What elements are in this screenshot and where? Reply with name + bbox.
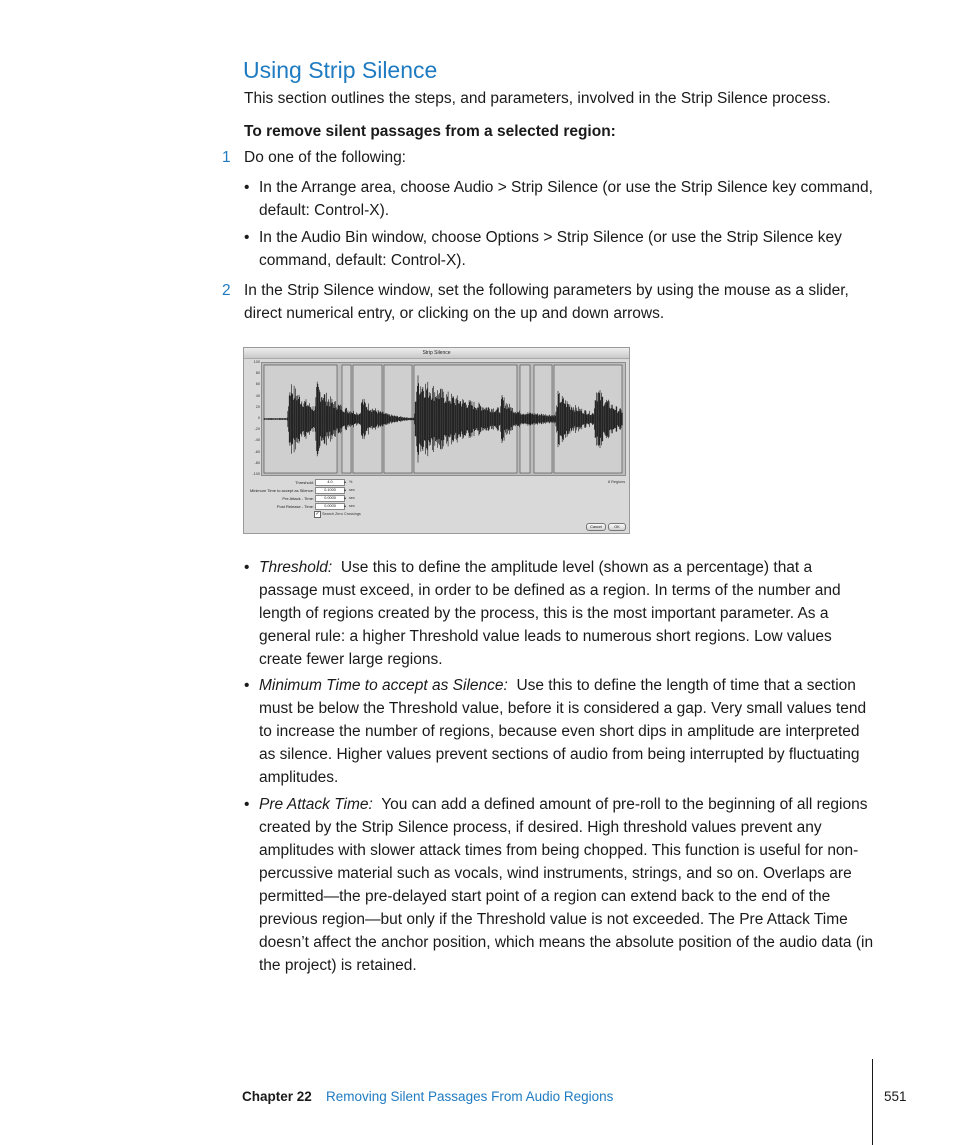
min-time-unit: sec (349, 488, 355, 492)
list-item-text: In the Audio Bin window, choose Options > Strip Silence (or use the Strip Silence key command, default: Control-X). (259, 229, 842, 269)
bullet-glyph: • (244, 796, 250, 813)
term: Pre Attack Time: (259, 796, 373, 813)
cancel-button[interactable]: Cancel (586, 523, 606, 531)
y-axis-tick-label: 100 (253, 360, 260, 364)
window-title: Strip Silence (422, 350, 451, 356)
ok-button[interactable]: OK (608, 523, 626, 531)
description: Use this to define the length of time that a section must be below the Threshold value, before it is considered a gap. Very small values tend to increase the number of regions, because even short dips in amplitude are interpreted as silence. Higher values prevent sections of audio from being interrupted by fluctuating amplitudes. (259, 677, 867, 786)
term: Threshold: (259, 559, 333, 576)
description: You can add a defined amount of pre-roll to the beginning of all regions created by the Strip Silence process, if desired. High threshold values prevent any amplitudes with slower attack times from being chopped. This function is useful for non-percussive material such as vocals, wind instruments, strings, and so on. Overlaps are permitted—the pre-delayed start point of a region can extend back to the end of the previous region—but only if the Threshold value is not exceeded. The Pre Attack Time doesn’t affect the anchor position, which means the absolute position of the audio data (in the project) is retained. (259, 796, 874, 974)
list-item-text (259, 674, 874, 789)
footer-divider (872, 1059, 873, 1145)
min-time-label: Minimum Time to accept as Silence: (249, 488, 314, 493)
post-release-unit: sec (349, 504, 355, 508)
threshold-unit: % (349, 480, 353, 484)
footer-chapter-title[interactable]: Removing Silent Passages From Audio Regions (326, 1089, 614, 1104)
y-axis-tick-label: -60 (254, 449, 260, 454)
bullet-glyph: • (244, 179, 250, 196)
list-item (244, 176, 874, 222)
waveform-svg (262, 363, 625, 475)
zero-crossings-label: Search Zero Crossings (322, 512, 361, 516)
waveform-display (261, 362, 626, 476)
pre-attack-unit: sec (349, 496, 355, 500)
task-heading: To remove silent passages from a selected region: (244, 123, 616, 140)
y-axis-tick-label: -20 (254, 427, 260, 432)
step-text: Do one of the following: (244, 149, 406, 166)
list-item (244, 674, 874, 789)
list-item-text (259, 793, 874, 977)
section-title: Using Strip Silence (243, 57, 438, 83)
bullet-glyph: • (244, 677, 250, 694)
list-item (244, 556, 874, 671)
step-text: In the Strip Silence window, set the following parameters by using the mouse as a slider, direct numerical entry, or clicking on the up and down arrows. (244, 282, 849, 322)
y-axis-tick-label: -100 (252, 472, 260, 476)
list-item-text (259, 556, 874, 671)
threshold-label: Threshold: (295, 480, 314, 485)
zero-crossings-checkbox[interactable]: ✓ (315, 511, 320, 517)
pre-attack-label: Pre Attack - Time: (282, 496, 314, 501)
list-item-text: In the Arrange area, choose Audio > Strip Silence (or use the Strip Silence key command, default: Control-X). (259, 179, 873, 219)
footer-chapter: Chapter 22 (242, 1089, 312, 1104)
pre-attack-field[interactable]: 0.0000 (315, 495, 345, 502)
stepper-arrows-icon[interactable]: ▴ (344, 487, 347, 492)
list-item (244, 793, 874, 977)
description: Use this to define the amplitude level (shown as a percentage) that a passage must exceed, in order to be defined as a region. In terms of the number and length of regions created by the process, this is the most important parameter. As a general rule: a higher Threshold value leads to numerous short regions. Low values create fewer large regions. (259, 559, 841, 668)
post-release-field[interactable]: 0.0000 (315, 503, 345, 510)
stepper-arrows-icon[interactable]: ▴ (344, 495, 347, 500)
intro-paragraph: This section outlines the steps, and parameters, involved in the Strip Silence process. (244, 90, 831, 107)
list-item (244, 226, 874, 272)
step-number: 2 (222, 282, 231, 299)
step-number: 1 (222, 149, 231, 166)
strip-silence-window (243, 347, 630, 534)
y-axis-tick-label: 80 (255, 371, 260, 376)
threshold-field[interactable]: 4.0 (315, 479, 345, 486)
stepper-arrows-icon[interactable]: ▴ (344, 479, 347, 484)
y-axis-tick-label: -40 (254, 438, 260, 443)
min-time-field[interactable]: 0.1000 (315, 487, 345, 494)
term: Minimum Time to accept as Silence: (259, 677, 508, 694)
y-axis-tick-label: 40 (255, 393, 260, 398)
y-axis-tick-label: 60 (255, 382, 260, 387)
y-axis-tick-label: 0 (257, 416, 260, 420)
page-number: 551 (884, 1089, 907, 1104)
y-axis-tick-label: -80 (254, 460, 260, 465)
post-release-label: Post Release - Time: (276, 504, 314, 509)
bullet-glyph: • (244, 229, 250, 246)
regions-count: 8 Regions (608, 480, 626, 484)
window-titlebar (244, 348, 629, 359)
bullet-glyph: • (244, 559, 250, 576)
y-axis-tick-label: 20 (255, 404, 260, 409)
stepper-arrows-icon[interactable]: ▴ (344, 503, 347, 508)
